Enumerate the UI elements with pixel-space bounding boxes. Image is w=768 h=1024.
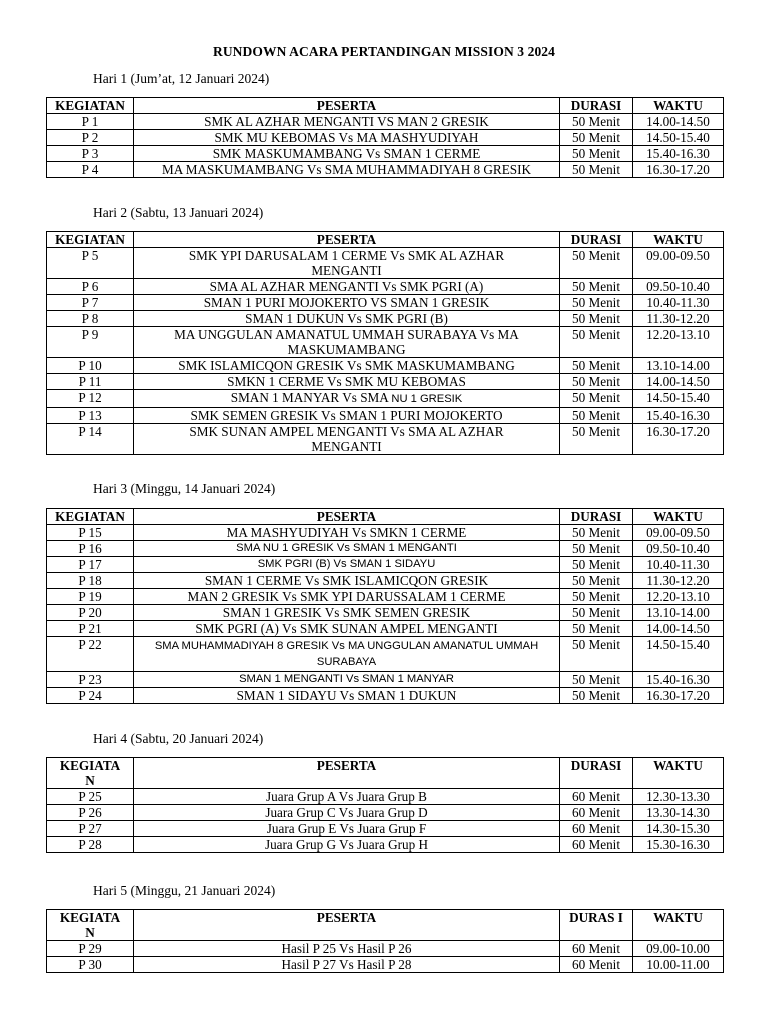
cell-peserta: SMK YPI DARUSALAM 1 CERME Vs SMK AL AZHAR MENGANTI (134, 248, 560, 279)
cell-durasi: 50 Menit (560, 248, 633, 279)
cell-waktu: 11.30-12.20 (633, 311, 724, 327)
cell-durasi: 50 Menit (560, 573, 633, 589)
cell-durasi: 60 Menit (560, 821, 633, 837)
cell-kegiatan: P 24 (47, 688, 134, 704)
cell-waktu: 16.30-17.20 (633, 162, 724, 178)
header-waktu: WAKTU (633, 910, 724, 941)
peserta-part-b: NU 1 GRESIK (391, 393, 463, 405)
cell-waktu: 15.30-16.30 (633, 837, 724, 853)
cell-waktu: 12.30-13.30 (633, 789, 724, 805)
cell-waktu: 12.20-13.10 (633, 327, 724, 358)
day-2-table (46, 231, 724, 455)
cell-peserta: SMAN 1 SIDAYU Vs SMAN 1 DUKUN (134, 688, 560, 704)
cell-durasi: 50 Menit (560, 688, 633, 704)
day-2-label: Hari 2 (Sabtu, 13 Januari 2024) (93, 205, 264, 220)
header-waktu: WAKTU (633, 98, 724, 114)
cell-kegiatan: P 4 (47, 162, 134, 178)
header-kegiatan: KEGIATAN (47, 509, 134, 525)
cell-kegiatan: P 14 (47, 424, 134, 455)
cell-durasi: 50 Menit (560, 589, 633, 605)
table-row (47, 957, 724, 973)
cell-kegiatan: P 19 (47, 589, 134, 605)
cell-waktu: 11.30-12.20 (633, 573, 724, 589)
cell-durasi: 50 Menit (560, 295, 633, 311)
cell-kegiatan: P 22 (47, 637, 134, 672)
cell-waktu: 09.00-10.00 (633, 941, 724, 957)
cell-durasi: 60 Menit (560, 957, 633, 973)
document-title: RUNDOWN ACARA PERTANDINGAN MISSION 3 2024 (212, 44, 556, 59)
table-row (47, 146, 724, 162)
cell-waktu: 14.00-14.50 (633, 114, 724, 130)
header-durasi: DURASI (560, 758, 633, 789)
table-row (47, 525, 724, 541)
cell-kegiatan: P 30 (47, 957, 134, 973)
cell-kegiatan: P 15 (47, 525, 134, 541)
cell-waktu: 15.40-16.30 (633, 146, 724, 162)
cell-peserta: SMA NU 1 GRESIK Vs SMAN 1 MENGANTI (134, 541, 560, 557)
table-row (47, 821, 724, 837)
cell-peserta: Hasil P 25 Vs Hasil P 26 (134, 941, 560, 957)
header-waktu: WAKTU (633, 509, 724, 525)
table-header-row (47, 758, 724, 789)
header-durasi: DURASI (560, 509, 633, 525)
cell-kegiatan: P 6 (47, 279, 134, 295)
table-row (47, 573, 724, 589)
cell-peserta: SMKN 1 CERME Vs SMK MU KEBOMAS (134, 374, 560, 390)
cell-durasi: 50 Menit (560, 672, 633, 688)
cell-peserta: Juara Grup E Vs Juara Grup F (134, 821, 560, 837)
table-row (47, 374, 724, 390)
cell-kegiatan: P 2 (47, 130, 134, 146)
cell-kegiatan: P 9 (47, 327, 134, 358)
header-durasi: DURAS I (560, 910, 633, 941)
cell-peserta: Juara Grup C Vs Juara Grup D (134, 805, 560, 821)
table-row (47, 295, 724, 311)
cell-durasi: 50 Menit (560, 358, 633, 374)
day-1-label: Hari 1 (Jum’at, 12 Januari 2024) (93, 71, 270, 86)
cell-waktu: 14.00-14.50 (633, 374, 724, 390)
cell-peserta: SMAN 1 CERME Vs SMK ISLAMICQON GRESIK (134, 573, 560, 589)
header-kegiatan: KEGIATA N (47, 758, 134, 789)
cell-durasi: 50 Menit (560, 327, 633, 358)
day-4-label: Hari 4 (Sabtu, 20 Januari 2024) (93, 731, 264, 746)
cell-kegiatan: P 3 (47, 146, 134, 162)
cell-durasi: 50 Menit (560, 605, 633, 621)
cell-durasi: 50 Menit (560, 162, 633, 178)
table-row (47, 311, 724, 327)
cell-waktu: 14.50-15.40 (633, 390, 724, 408)
cell-waktu: 14.00-14.50 (633, 621, 724, 637)
cell-durasi: 50 Menit (560, 311, 633, 327)
table-row (47, 941, 724, 957)
header-peserta: PESERTA (134, 98, 560, 114)
cell-kegiatan: P 16 (47, 541, 134, 557)
cell-peserta: Juara Grup G Vs Juara Grup H (134, 837, 560, 853)
cell-peserta: SMK SUNAN AMPEL MENGANTI Vs SMA AL AZHAR MENGANTI (134, 424, 560, 455)
table-row (47, 688, 724, 704)
cell-waktu: 13.30-14.30 (633, 805, 724, 821)
cell-kegiatan: P 28 (47, 837, 134, 853)
cell-waktu: 10.40-11.30 (633, 557, 724, 573)
cell-waktu: 12.20-13.10 (633, 589, 724, 605)
cell-durasi: 50 Menit (560, 114, 633, 130)
table-row (47, 637, 724, 672)
cell-durasi: 50 Menit (560, 390, 633, 408)
cell-kegiatan: P 1 (47, 114, 134, 130)
cell-durasi: 60 Menit (560, 941, 633, 957)
cell-peserta (134, 390, 560, 408)
cell-durasi: 50 Menit (560, 557, 633, 573)
cell-durasi: 50 Menit (560, 408, 633, 424)
cell-kegiatan: P 13 (47, 408, 134, 424)
table-row (47, 114, 724, 130)
cell-waktu: 09.00-09.50 (633, 248, 724, 279)
cell-kegiatan: P 17 (47, 557, 134, 573)
cell-kegiatan: P 25 (47, 789, 134, 805)
table-row (47, 621, 724, 637)
day-3-table (46, 508, 724, 704)
table-row (47, 390, 724, 408)
cell-kegiatan: P 12 (47, 390, 134, 408)
cell-waktu: 13.10-14.00 (633, 358, 724, 374)
cell-kegiatan: P 11 (47, 374, 134, 390)
day-5-label: Hari 5 (Minggu, 21 Januari 2024) (93, 883, 276, 898)
day-1-table (46, 97, 724, 178)
table-row (47, 805, 724, 821)
day-5-table (46, 909, 724, 973)
cell-peserta: SMK PGRI (B) Vs SMAN 1 SIDAYU (134, 557, 560, 573)
cell-durasi: 50 Menit (560, 130, 633, 146)
table-row (47, 605, 724, 621)
cell-durasi: 50 Menit (560, 424, 633, 455)
cell-waktu: 15.40-16.30 (633, 408, 724, 424)
header-durasi: DURASI (560, 98, 633, 114)
cell-durasi: 50 Menit (560, 279, 633, 295)
table-row (47, 589, 724, 605)
header-durasi: DURASI (560, 232, 633, 248)
cell-kegiatan: P 20 (47, 605, 134, 621)
cell-kegiatan: P 27 (47, 821, 134, 837)
table-row (47, 789, 724, 805)
cell-peserta: MA MASKUMAMBANG Vs SMA MUHAMMADIYAH 8 GRESIK (134, 162, 560, 178)
cell-waktu: 09.00-09.50 (633, 525, 724, 541)
cell-waktu: 14.50-15.40 (633, 130, 724, 146)
table-row (47, 358, 724, 374)
cell-durasi: 50 Menit (560, 621, 633, 637)
table-row (47, 541, 724, 557)
cell-peserta: SMK SEMEN GRESIK Vs SMAN 1 PURI MOJOKERTO (134, 408, 560, 424)
cell-durasi: 60 Menit (560, 805, 633, 821)
cell-durasi: 60 Menit (560, 837, 633, 853)
header-peserta: PESERTA (134, 758, 560, 789)
cell-peserta: SMAN 1 GRESIK Vs SMK SEMEN GRESIK (134, 605, 560, 621)
cell-waktu: 10.40-11.30 (633, 295, 724, 311)
table-header-row (47, 509, 724, 525)
header-kegiatan: KEGIATAN (47, 232, 134, 248)
header-peserta: PESERTA (134, 232, 560, 248)
cell-durasi: 50 Menit (560, 525, 633, 541)
cell-peserta: SMK ISLAMICQON GRESIK Vs SMK MASKUMAMBANG (134, 358, 560, 374)
header-waktu: WAKTU (633, 232, 724, 248)
header-peserta: PESERTA (134, 509, 560, 525)
cell-kegiatan: P 7 (47, 295, 134, 311)
table-header-row (47, 232, 724, 248)
cell-durasi: 60 Menit (560, 789, 633, 805)
cell-peserta: MAN 2 GRESIK Vs SMK YPI DARUSSALAM 1 CERME (134, 589, 560, 605)
table-row (47, 837, 724, 853)
cell-peserta: SMAN 1 DUKUN Vs SMK PGRI (B) (134, 311, 560, 327)
cell-waktu: 15.40-16.30 (633, 672, 724, 688)
cell-peserta: SMAN 1 PURI MOJOKERTO VS SMAN 1 GRESIK (134, 295, 560, 311)
cell-kegiatan: P 10 (47, 358, 134, 374)
table-row (47, 162, 724, 178)
cell-peserta: SMA MUHAMMADIYAH 8 GRESIK Vs MA UNGGULAN AMANATUL UMMAH SURABAYA (134, 637, 560, 672)
cell-waktu: 09.50-10.40 (633, 279, 724, 295)
peserta-part-a: SMAN 1 MANYAR Vs SMA (230, 390, 389, 405)
table-row (47, 557, 724, 573)
table-row (47, 327, 724, 358)
cell-peserta: SMK AL AZHAR MENGANTI VS MAN 2 GRESIK (134, 114, 560, 130)
cell-durasi: 50 Menit (560, 541, 633, 557)
table-header-row (47, 98, 724, 114)
cell-waktu: 09.50-10.40 (633, 541, 724, 557)
cell-durasi: 50 Menit (560, 146, 633, 162)
cell-peserta: SMAN 1 MENGANTI Vs SMAN 1 MANYAR (134, 672, 560, 688)
header-kegiatan: KEGIATA N (47, 910, 134, 941)
cell-waktu: 14.50-15.40 (633, 637, 724, 672)
cell-waktu: 10.00-11.00 (633, 957, 724, 973)
cell-peserta: SMK MU KEBOMAS Vs MA MASHYUDIYAH (134, 130, 560, 146)
table-row (47, 672, 724, 688)
cell-peserta: SMA AL AZHAR MENGANTI Vs SMK PGRI (A) (134, 279, 560, 295)
cell-durasi: 50 Menit (560, 637, 633, 672)
cell-peserta: MA UNGGULAN AMANATUL UMMAH SURABAYA Vs MA MASKUMAMBANG (134, 327, 560, 358)
day-3-label: Hari 3 (Minggu, 14 Januari 2024) (93, 481, 276, 496)
cell-kegiatan: P 5 (47, 248, 134, 279)
cell-peserta: Juara Grup A Vs Juara Grup B (134, 789, 560, 805)
cell-peserta: Hasil P 27 Vs Hasil P 28 (134, 957, 560, 973)
table-header-row (47, 910, 724, 941)
header-waktu: WAKTU (633, 758, 724, 789)
cell-waktu: 14.30-15.30 (633, 821, 724, 837)
cell-kegiatan: P 8 (47, 311, 134, 327)
cell-waktu: 16.30-17.20 (633, 688, 724, 704)
cell-peserta: SMK MASKUMAMBANG Vs SMAN 1 CERME (134, 146, 560, 162)
cell-kegiatan: P 21 (47, 621, 134, 637)
table-row (47, 130, 724, 146)
cell-waktu: 16.30-17.20 (633, 424, 724, 455)
cell-peserta: SMK PGRI (A) Vs SMK SUNAN AMPEL MENGANTI (134, 621, 560, 637)
cell-kegiatan: P 18 (47, 573, 134, 589)
table-row (47, 424, 724, 455)
table-row (47, 279, 724, 295)
cell-waktu: 13.10-14.00 (633, 605, 724, 621)
header-kegiatan: KEGIATAN (47, 98, 134, 114)
table-row (47, 408, 724, 424)
cell-durasi: 50 Menit (560, 374, 633, 390)
table-row (47, 248, 724, 279)
cell-kegiatan: P 26 (47, 805, 134, 821)
day-4-table (46, 757, 724, 853)
cell-kegiatan: P 29 (47, 941, 134, 957)
cell-peserta: MA MASHYUDIYAH Vs SMKN 1 CERME (134, 525, 560, 541)
header-peserta: PESERTA (134, 910, 560, 941)
cell-kegiatan: P 23 (47, 672, 134, 688)
